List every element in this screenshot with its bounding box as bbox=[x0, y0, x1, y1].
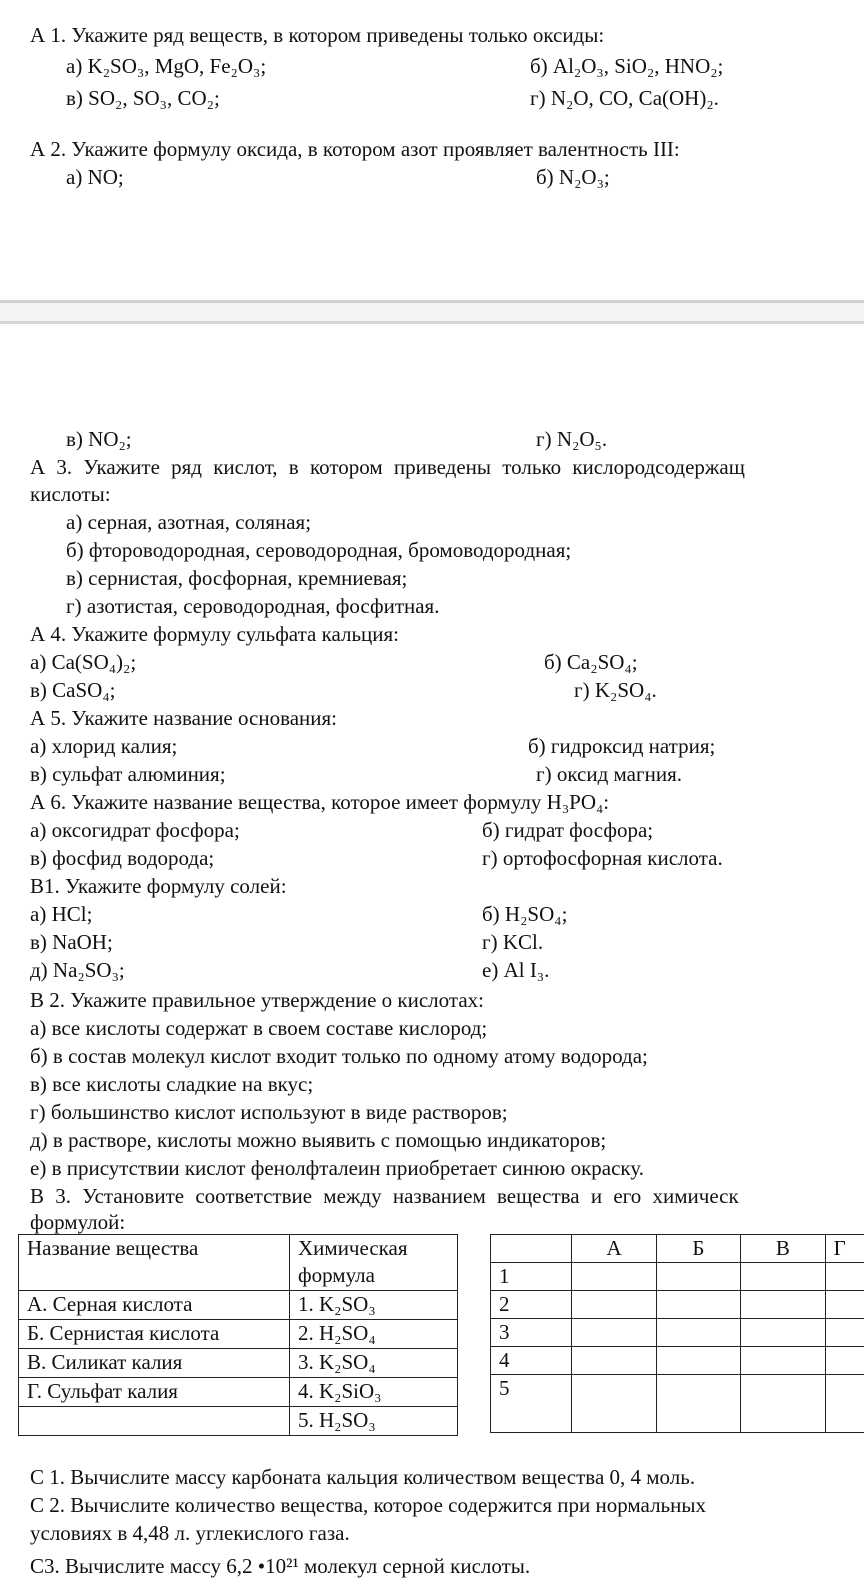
question-a1: А 1. Укажите ряд веществ, в котором приведены только оксиды: bbox=[30, 23, 605, 47]
grid-cell[interactable] bbox=[825, 1347, 864, 1375]
option-a2-d: г) N₂O₅. bbox=[536, 427, 608, 451]
grid-cell[interactable] bbox=[656, 1263, 740, 1291]
option-b2-e: д) в растворе, кислоты можно выявить с помощью индикаторов; bbox=[30, 1128, 607, 1152]
grid-row-header: 4 bbox=[491, 1347, 572, 1375]
grid-cell[interactable] bbox=[825, 1291, 864, 1319]
question-a4: А 4. Укажите формулу сульфата кальция: bbox=[30, 622, 400, 646]
option-a3-b: б) фтороводородная, сероводородная, бромоводородная; bbox=[66, 538, 572, 562]
option-a1-d: г) N₂O, CO, Ca(OH)₂. bbox=[530, 86, 719, 110]
header-substance-name: Название вещества bbox=[19, 1235, 290, 1291]
grid-cell[interactable] bbox=[825, 1263, 864, 1291]
option-a1-a: а) K₂SO₃, MgO, Fe₂O₃; bbox=[66, 54, 267, 78]
option-b1-b: б) H₂SO₄; bbox=[482, 902, 568, 926]
question-b1: В1. Укажите формулу солей: bbox=[30, 874, 287, 898]
question-a5: А 5. Укажите название основания: bbox=[30, 706, 338, 730]
grid-cell[interactable] bbox=[741, 1291, 825, 1319]
option-a1-c: в) SO₂, SO₃, CO₂; bbox=[66, 86, 220, 110]
option-a5-c: в) сульфат алюминия; bbox=[30, 762, 226, 786]
substance-name bbox=[19, 1407, 290, 1436]
option-a5-d: г) оксид магния. bbox=[536, 762, 682, 786]
grid-col-header: А bbox=[572, 1235, 656, 1263]
grid-cell[interactable] bbox=[572, 1375, 656, 1433]
formula: 4. K₂SiO₃ bbox=[290, 1378, 458, 1407]
substance-name: А. Серная кислота bbox=[19, 1291, 290, 1320]
question-a3: А 3. Укажите ряд кислот, в котором приведены только кислородсодержащ bbox=[30, 455, 745, 479]
grid-cell[interactable] bbox=[741, 1263, 825, 1291]
option-a4-a: а) Ca(SO₄)₂; bbox=[30, 650, 137, 674]
grid-row-header: 1 bbox=[491, 1263, 572, 1291]
option-a2-b: б) N₂O₃; bbox=[536, 165, 610, 189]
option-a2-a: а) NO; bbox=[66, 165, 124, 189]
grid-cell[interactable] bbox=[656, 1347, 740, 1375]
grid-row-header: 3 bbox=[491, 1319, 572, 1347]
question-a2: А 2. Укажите формулу оксида, в котором азот проявляет валентность III: bbox=[30, 137, 680, 161]
task-c1: С 1. Вычислите массу карбоната кальция количеством вещества 0, 4 моль. bbox=[30, 1465, 696, 1489]
option-b2-d: г) большинство кислот используют в виде растворов; bbox=[30, 1100, 508, 1124]
formula: 2. H₂SO₄ bbox=[290, 1320, 458, 1349]
grid-col-header: Б bbox=[656, 1235, 740, 1263]
grid-cell[interactable] bbox=[741, 1375, 825, 1433]
substance-name: Г. Сульфат калия bbox=[19, 1378, 290, 1407]
header-formula: Химическая формула bbox=[290, 1235, 458, 1291]
substance-name: В. Силикат калия bbox=[19, 1349, 290, 1378]
option-a2-c: в) NO₂; bbox=[66, 427, 132, 451]
page-break-divider-bottom bbox=[0, 321, 864, 324]
option-b1-c: в) NaOH; bbox=[30, 930, 113, 954]
grid-col-header: В bbox=[741, 1235, 825, 1263]
option-a6-b: б) гидрат фосфора; bbox=[482, 818, 654, 842]
task-c2-cont: условиях в 4,48 л. углекислого газа. bbox=[30, 1521, 350, 1545]
grid-cell[interactable] bbox=[741, 1319, 825, 1347]
option-b1-a: а) HCl; bbox=[30, 902, 93, 926]
task-c2: С 2. Вычислите количество вещества, которое содержится при нормальных bbox=[30, 1493, 706, 1517]
question-b3-cont: формулой: bbox=[30, 1210, 126, 1234]
grid-cell[interactable] bbox=[825, 1319, 864, 1347]
question-a6: А 6. Укажите название вещества, которое имеет формулу H₃PO₄: bbox=[30, 790, 610, 814]
option-a5-b: б) гидроксид натрия; bbox=[528, 734, 716, 758]
grid-cell[interactable] bbox=[572, 1291, 656, 1319]
option-b1-f: е) Al I₃. bbox=[482, 958, 550, 982]
option-a4-d: г) K₂SO₄. bbox=[574, 678, 657, 702]
option-b1-d: г) KCl. bbox=[482, 930, 544, 954]
grid-cell[interactable] bbox=[572, 1263, 656, 1291]
formula: 5. H₂SO₃ bbox=[290, 1407, 458, 1436]
grid-corner bbox=[491, 1235, 572, 1263]
option-a3-d: г) азотистая, сероводородная, фосфитная. bbox=[66, 594, 440, 618]
option-a6-a: а) оксогидрат фосфора; bbox=[30, 818, 240, 842]
grid-cell[interactable] bbox=[656, 1319, 740, 1347]
formula: 3. K₂SO₄ bbox=[290, 1349, 458, 1378]
option-a5-a: а) хлорид калия; bbox=[30, 734, 178, 758]
grid-row-header: 2 bbox=[491, 1291, 572, 1319]
option-b2-a: а) все кислоты содержат в своем составе кислород; bbox=[30, 1016, 488, 1040]
answer-grid-clip bbox=[490, 1234, 864, 1436]
substance-name: Б. Сернистая кислота bbox=[19, 1320, 290, 1349]
question-a3-cont: кислоты: bbox=[30, 482, 111, 506]
grid-cell[interactable] bbox=[572, 1347, 656, 1375]
option-a4-b: б) Ca₂SO₄; bbox=[544, 650, 638, 674]
option-b1-e: д) Na₂SO₃; bbox=[30, 958, 125, 982]
question-b3: В 3. Установите соответствие между названием вещества и его химическ bbox=[30, 1184, 739, 1208]
grid-cell[interactable] bbox=[572, 1319, 656, 1347]
option-b2-c: в) все кислоты сладкие на вкус; bbox=[30, 1072, 314, 1096]
option-a6-c: в) фосфид водорода; bbox=[30, 846, 215, 870]
grid-row-header: 5 bbox=[491, 1375, 572, 1433]
question-b2: В 2. Укажите правильное утверждение о кислотах: bbox=[30, 988, 484, 1012]
answer-grid bbox=[490, 1234, 864, 1433]
page-break-band bbox=[0, 303, 864, 321]
option-a1-b: б) Al₂O₃, SiO₂, HNO₂; bbox=[530, 54, 724, 78]
grid-cell[interactable] bbox=[825, 1375, 864, 1433]
option-a4-c: в) CaSO₄; bbox=[30, 678, 116, 702]
task-c3: С3. Вычислите массу 6,2 •10²¹ молекул серной кислоты. bbox=[30, 1554, 531, 1578]
formula: 1. K₂SO₃ bbox=[290, 1291, 458, 1320]
option-b2-f: е) в присутствии кислот фенолфталеин приобретает синюю окраску. bbox=[30, 1156, 644, 1180]
option-a3-c: в) сернистая, фосфорная, кремниевая; bbox=[66, 566, 408, 590]
option-b2-b: б) в состав молекул кислот входит только по одному атому водорода; bbox=[30, 1044, 648, 1068]
matching-table bbox=[18, 1234, 458, 1436]
option-a6-d: г) ортофосфорная кислота. bbox=[482, 846, 723, 870]
grid-col-header: Г bbox=[825, 1235, 864, 1263]
grid-cell[interactable] bbox=[656, 1375, 740, 1433]
grid-cell[interactable] bbox=[741, 1347, 825, 1375]
option-a3-a: а) серная, азотная, соляная; bbox=[66, 510, 312, 534]
grid-cell[interactable] bbox=[656, 1291, 740, 1319]
